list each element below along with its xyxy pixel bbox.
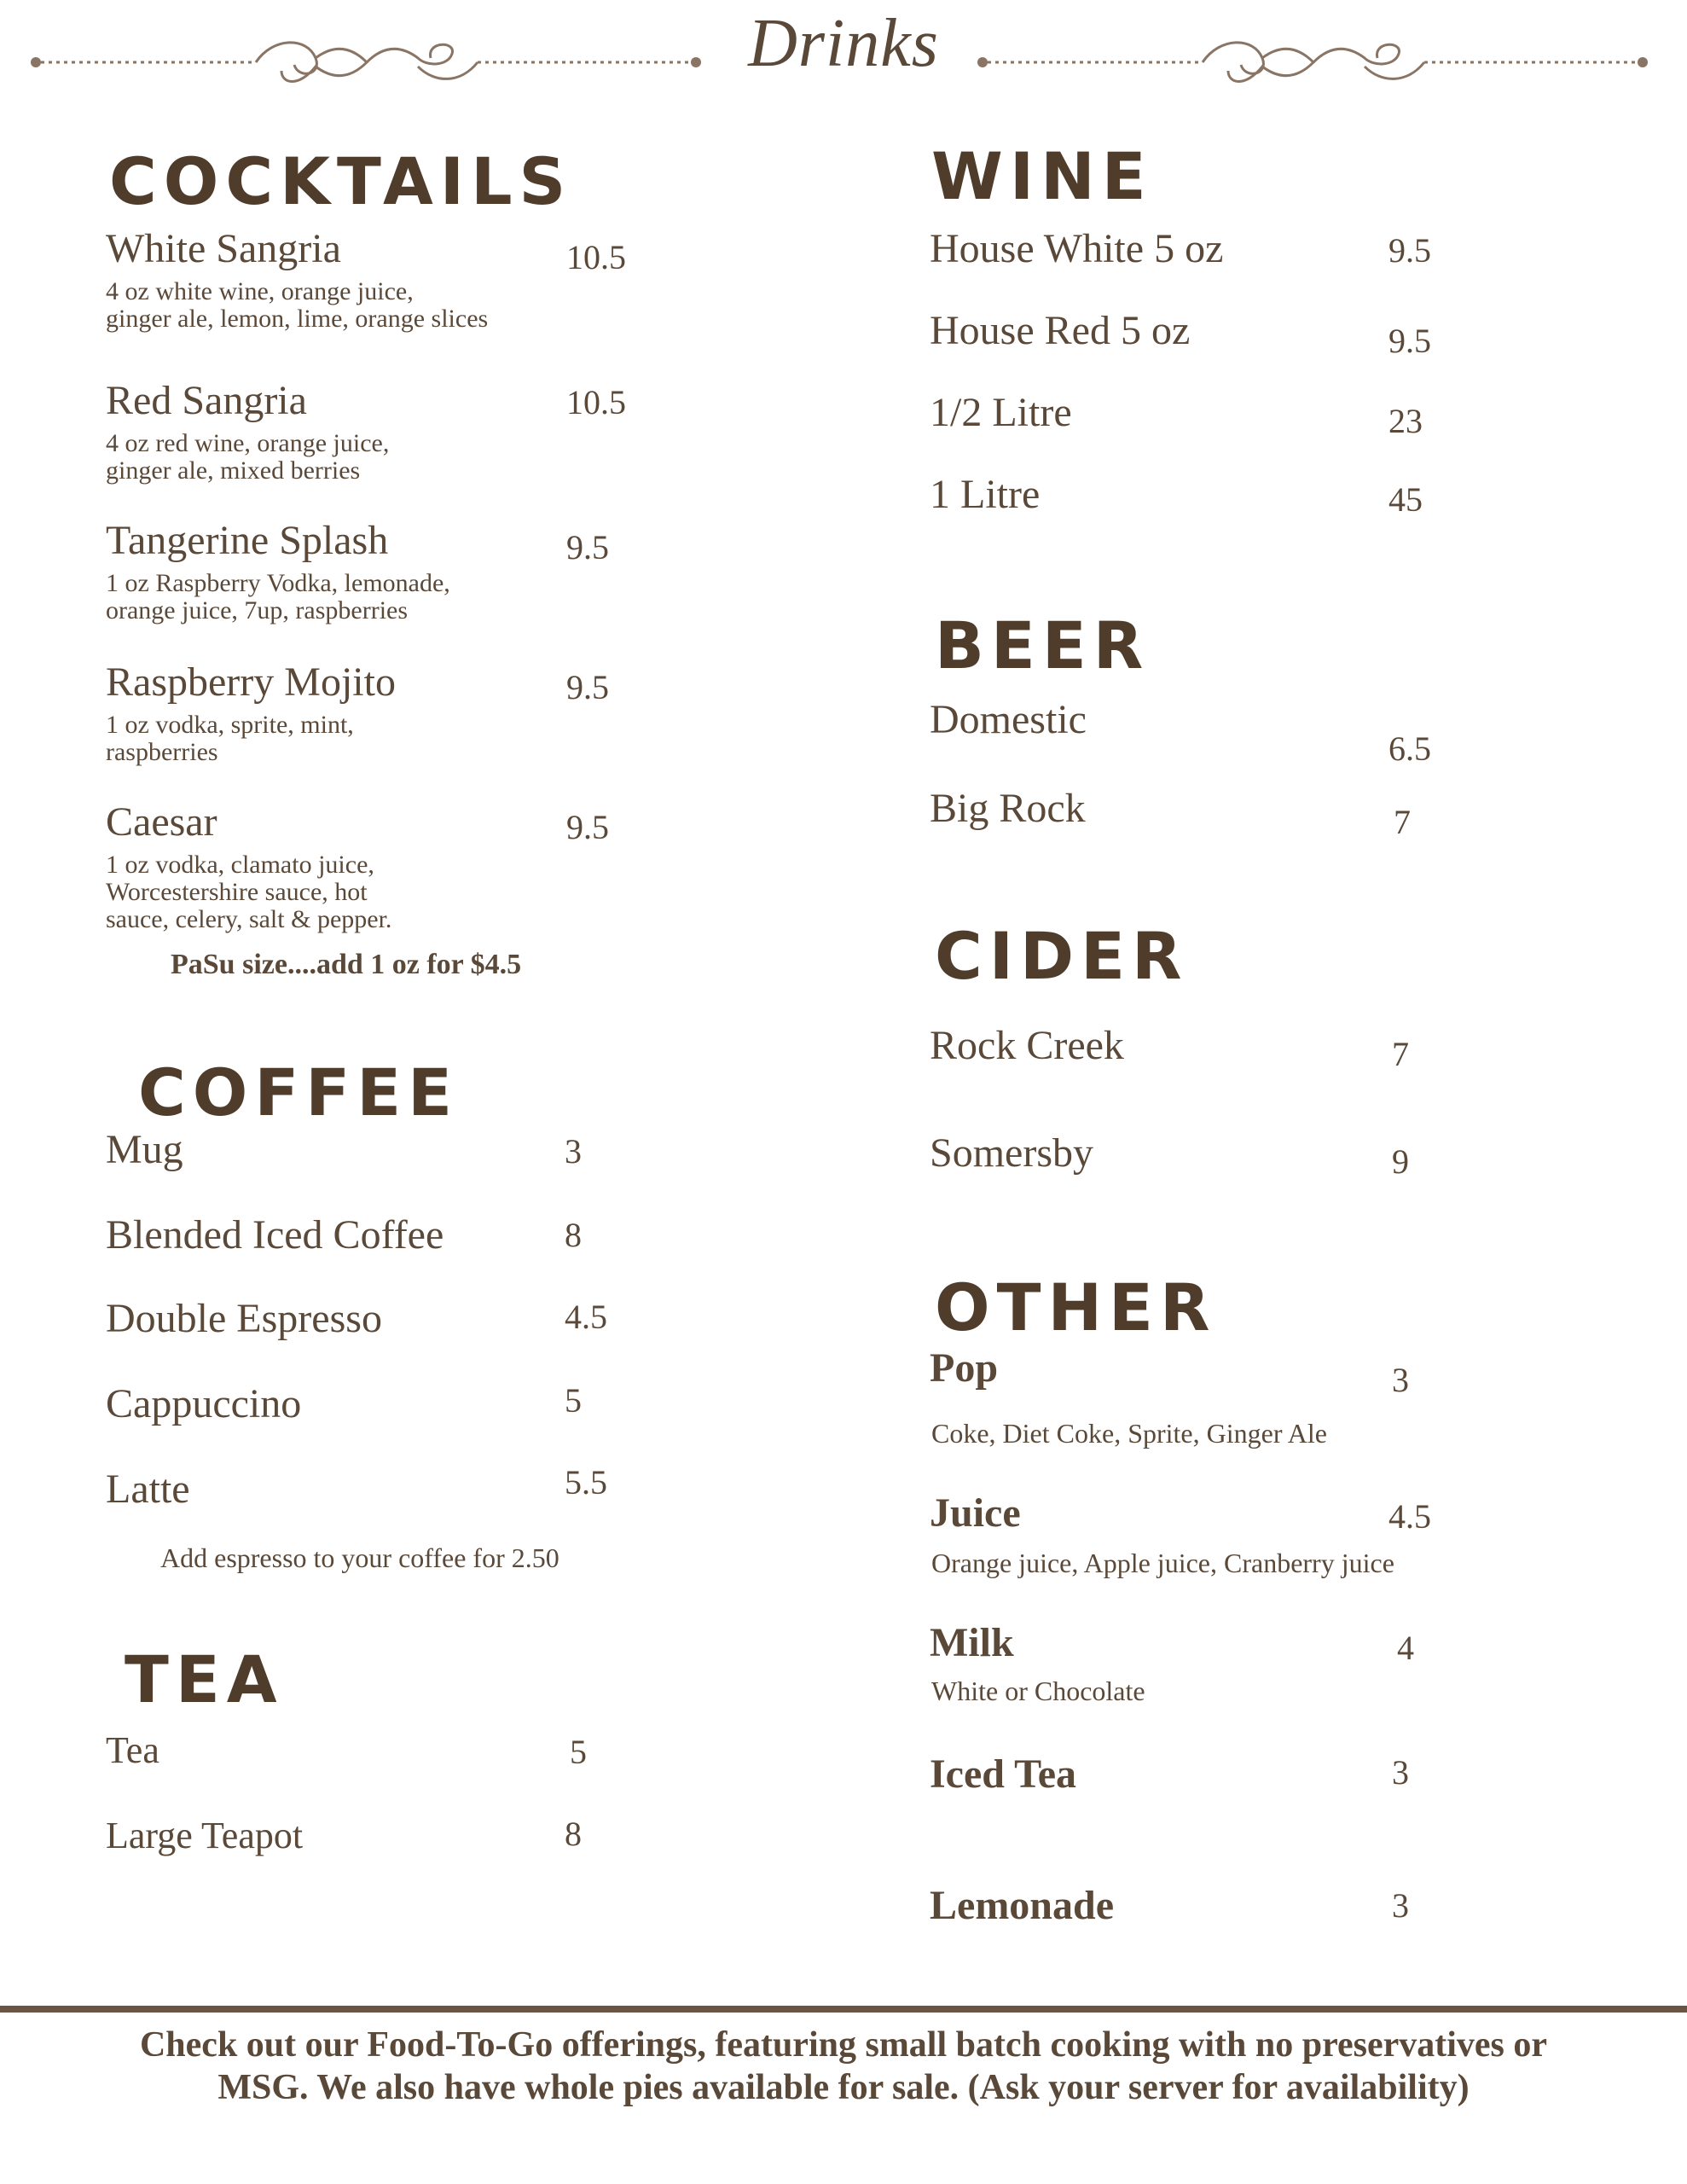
cocktail-name: Red Sangria	[106, 378, 307, 423]
menu-title: Drinks	[748, 6, 939, 81]
beer-heading: BEER	[935, 607, 1151, 683]
cider-price: 7	[1392, 1035, 1409, 1073]
other-price: 3	[1392, 1361, 1409, 1399]
wine-price: 9.5	[1388, 322, 1431, 360]
other-price: 3	[1392, 1886, 1409, 1925]
footer-line-2: MSG. We also have whole pies available for sale. (Ask your server for availability)	[217, 2068, 1470, 2107]
cocktail-desc: Worcestershire sauce, hot	[106, 878, 368, 906]
cocktail-desc: ginger ale, mixed berries	[106, 456, 361, 485]
cider-name: Rock Creek	[930, 1023, 1124, 1068]
beer-name: Big Rock	[930, 786, 1086, 831]
other-heading: OTHER	[935, 1269, 1217, 1345]
other-desc: White or Chocolate	[931, 1676, 1145, 1706]
other-price: 4	[1397, 1629, 1414, 1667]
cocktail-desc: 1 oz vodka, sprite, mint,	[106, 711, 354, 739]
tea-name: Tea	[106, 1729, 159, 1771]
cocktail-desc: 1 oz vodka, clamato juice,	[106, 851, 374, 879]
wine-name: House Red 5 oz	[930, 308, 1191, 353]
coffee-name: Latte	[106, 1467, 190, 1512]
cocktails-note: PaSu size....add 1 oz for $4.5	[171, 949, 522, 980]
footer-line-1: Check out our Food-To-Go offerings, featuring small batch cooking with no preservatives or	[139, 2025, 1548, 2065]
coffee-price: 3	[565, 1132, 582, 1170]
tea-price: 5	[570, 1733, 587, 1771]
cocktail-name: White Sangria	[106, 226, 341, 271]
other-name: Pop	[930, 1345, 999, 1391]
coffee-name: Blended Iced Coffee	[106, 1212, 444, 1258]
coffee-price: 5.5	[565, 1463, 607, 1502]
cider-heading: CIDER	[935, 918, 1189, 994]
other-price: 4.5	[1388, 1497, 1431, 1536]
cocktail-price: 9.5	[566, 668, 609, 706]
coffee-price: 4.5	[565, 1298, 607, 1336]
cocktail-price: 10.5	[566, 383, 626, 421]
coffee-price: 8	[565, 1216, 582, 1254]
beer-price: 7	[1394, 803, 1411, 841]
beer-name: Domestic	[930, 697, 1087, 742]
cider-price: 9	[1392, 1142, 1409, 1181]
cocktail-desc: 1 oz Raspberry Vodka, lemonade,	[106, 569, 450, 597]
wine-heading: WINE	[931, 138, 1153, 214]
right-ornament-icon	[972, 32, 1655, 92]
cocktail-desc: 4 oz white wine, orange juice,	[106, 277, 414, 305]
cocktail-price: 10.5	[566, 238, 626, 276]
wine-name: 1 Litre	[930, 472, 1041, 517]
cocktail-price: 9.5	[566, 808, 609, 846]
coffee-name: Double Espresso	[106, 1296, 382, 1341]
other-name: Milk	[930, 1620, 1014, 1665]
cocktail-desc: sauce, celery, salt & pepper.	[106, 905, 392, 933]
coffee-price: 5	[565, 1381, 582, 1420]
tea-heading: TEA	[125, 1641, 284, 1717]
cocktail-desc: orange juice, 7up, raspberries	[106, 596, 409, 624]
wine-price: 9.5	[1388, 231, 1431, 270]
cocktails-heading: COCKTAILS	[109, 143, 573, 219]
footer-divider	[0, 2006, 1687, 2013]
cider-name: Somersby	[930, 1130, 1093, 1176]
footer-note	[26, 2024, 1661, 2109]
other-name: Juice	[930, 1490, 1021, 1536]
cocktail-desc: 4 oz red wine, orange juice,	[106, 429, 390, 457]
cocktail-desc: ginger ale, lemon, lime, orange slices	[106, 305, 489, 333]
wine-price: 23	[1388, 402, 1423, 440]
coffee-name: Cappuccino	[106, 1381, 302, 1426]
coffee-note: Add espresso to your coffee for 2.50	[160, 1542, 559, 1573]
cocktail-name: Raspberry Mojito	[106, 659, 396, 705]
coffee-name: Mug	[106, 1127, 183, 1172]
other-desc: Coke, Diet Coke, Sprite, Ginger Ale	[931, 1418, 1327, 1449]
other-price: 3	[1392, 1753, 1409, 1792]
cocktail-price: 9.5	[566, 528, 609, 566]
cocktail-name: Tangerine Splash	[106, 518, 389, 563]
tea-name: Large Teapot	[106, 1815, 304, 1856]
other-desc: Orange juice, Apple juice, Cranberry juice	[931, 1548, 1394, 1578]
cocktail-desc: raspberries	[106, 738, 218, 766]
other-name: Iced Tea	[930, 1751, 1077, 1797]
coffee-heading: COFFEE	[138, 1054, 460, 1130]
wine-name: 1/2 Litre	[930, 390, 1072, 435]
wine-name: House White 5 oz	[930, 226, 1224, 271]
other-name: Lemonade	[930, 1883, 1114, 1928]
cocktail-name: Caesar	[106, 799, 217, 845]
tea-price: 8	[565, 1815, 582, 1853]
beer-price: 6.5	[1388, 729, 1431, 768]
wine-price: 45	[1388, 480, 1423, 519]
